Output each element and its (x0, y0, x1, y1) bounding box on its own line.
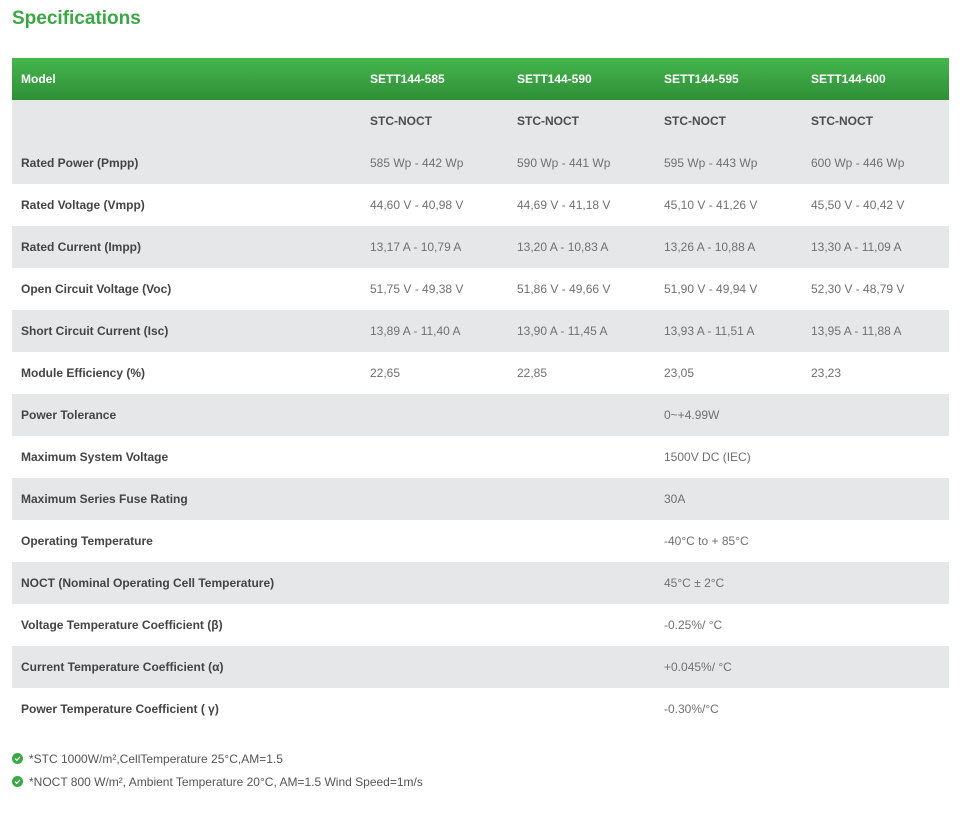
cell-value: 44,69 V - 41,18 V (517, 198, 611, 212)
cell-value: +0.045%/ °C (664, 660, 732, 674)
row-label: Rated Power (Pmpp) (21, 156, 139, 170)
check-circle-icon (12, 776, 23, 787)
header-model-label: Model (12, 58, 361, 100)
cell-value: 23,23 (811, 366, 842, 380)
cell-value: 13,89 A - 11,40 A (370, 324, 461, 338)
table-row (12, 478, 949, 520)
row-label: Rated Voltage (Vmpp) (21, 198, 145, 212)
row-label: Open Circuit Voltage (Voc) (21, 282, 172, 296)
subheader-condition: STC-NOCT (361, 100, 508, 142)
cell-value: 13,90 A - 11,45 A (517, 324, 608, 338)
cell-value: 45,50 V - 40,42 V (811, 198, 905, 212)
cell-value: -40°C to + 85°C (664, 534, 749, 548)
footnote-text: *STC 1000W/m²,CellTemperature 25°C,AM=1.5 (29, 751, 283, 766)
table-row (12, 520, 949, 562)
row-label: Power Temperature Coefficient ( γ) (21, 702, 219, 716)
specifications-table (12, 58, 949, 730)
table-subheader-row (12, 100, 949, 142)
footnote-text: *NOCT 800 W/m², Ambient Temperature 20°C, AM=1.5 Wind Speed=1m/s (29, 774, 423, 789)
cell-value: 44,60 V - 40,98 V (370, 198, 464, 212)
cell-value: 45°C ± 2°C (664, 576, 725, 590)
footnote-item (12, 770, 423, 793)
cell-value: 13,26 A - 10,88 A (664, 240, 756, 254)
cell-value: -0.30%/°C (664, 702, 719, 716)
cell-value: 13,30 A - 11,09 A (811, 240, 902, 254)
table-header-row (12, 58, 949, 100)
footnote-item (12, 747, 423, 770)
cell-value: 51,90 V - 49,94 V (664, 282, 758, 296)
row-label: Rated Current (Impp) (21, 240, 141, 254)
row-label: NOCT (Nominal Operating Cell Temperature) (21, 576, 275, 590)
table-row (12, 394, 949, 436)
header-model-name: SETT144-590 (508, 58, 655, 100)
row-label: Power Tolerance (21, 408, 117, 422)
cell-value: 51,75 V - 49,38 V (370, 282, 464, 296)
cell-value: 13,93 A - 11,51 A (664, 324, 755, 338)
cell-value: 1500V DC (IEC) (664, 450, 751, 464)
cell-value: -0.25%/ °C (664, 618, 723, 632)
row-label: Operating Temperature (21, 534, 153, 548)
table-row (12, 562, 949, 604)
header-model-name: SETT144-595 (655, 58, 802, 100)
subheader-condition: STC-NOCT (802, 100, 949, 142)
table-row (12, 604, 949, 646)
row-label: Voltage Temperature Coefficient (β) (21, 618, 223, 632)
table-row (12, 184, 949, 226)
table-row (12, 688, 949, 730)
footnotes (12, 747, 423, 793)
cell-value: 13,17 A - 10,79 A (370, 240, 462, 254)
table-row (12, 352, 949, 394)
cell-value: 22,85 (517, 366, 548, 380)
cell-value: 590 Wp - 441 Wp (517, 156, 611, 170)
table-row (12, 310, 949, 352)
cell-value: 13,20 A - 10,83 A (517, 240, 609, 254)
row-label: Module Efficiency (%) (21, 366, 146, 380)
table-row (12, 226, 949, 268)
subheader-label (12, 100, 361, 142)
cell-value: 45,10 V - 41,26 V (664, 198, 758, 212)
cell-value: 600 Wp - 446 Wp (811, 156, 905, 170)
check-circle-icon (12, 753, 23, 764)
cell-value: 52,30 V - 48,79 V (811, 282, 905, 296)
cell-value: 51,86 V - 49,66 V (517, 282, 611, 296)
table-row (12, 646, 949, 688)
cell-value: 585 Wp - 442 Wp (370, 156, 464, 170)
header-model-name: SETT144-600 (802, 58, 949, 100)
row-label: Short Circuit Current (Isc) (21, 324, 169, 338)
cell-value: 22,65 (370, 366, 401, 380)
cell-value: 595 Wp - 443 Wp (664, 156, 758, 170)
page-title: Specifications (12, 8, 141, 29)
table-row (12, 268, 949, 310)
subheader-condition: STC-NOCT (508, 100, 655, 142)
cell-value: 0~+4.99W (664, 408, 720, 422)
subheader-condition: STC-NOCT (655, 100, 802, 142)
header-model-name: SETT144-585 (361, 58, 508, 100)
cell-value: 23,05 (664, 366, 695, 380)
cell-value: 13,95 A - 11,88 A (811, 324, 902, 338)
table-row (12, 142, 949, 184)
row-label: Maximum System Voltage (21, 450, 169, 464)
table-row (12, 436, 949, 478)
cell-value: 30A (664, 492, 686, 506)
row-label: Maximum Series Fuse Rating (21, 492, 188, 506)
row-label: Current Temperature Coefficient (α) (21, 660, 224, 674)
